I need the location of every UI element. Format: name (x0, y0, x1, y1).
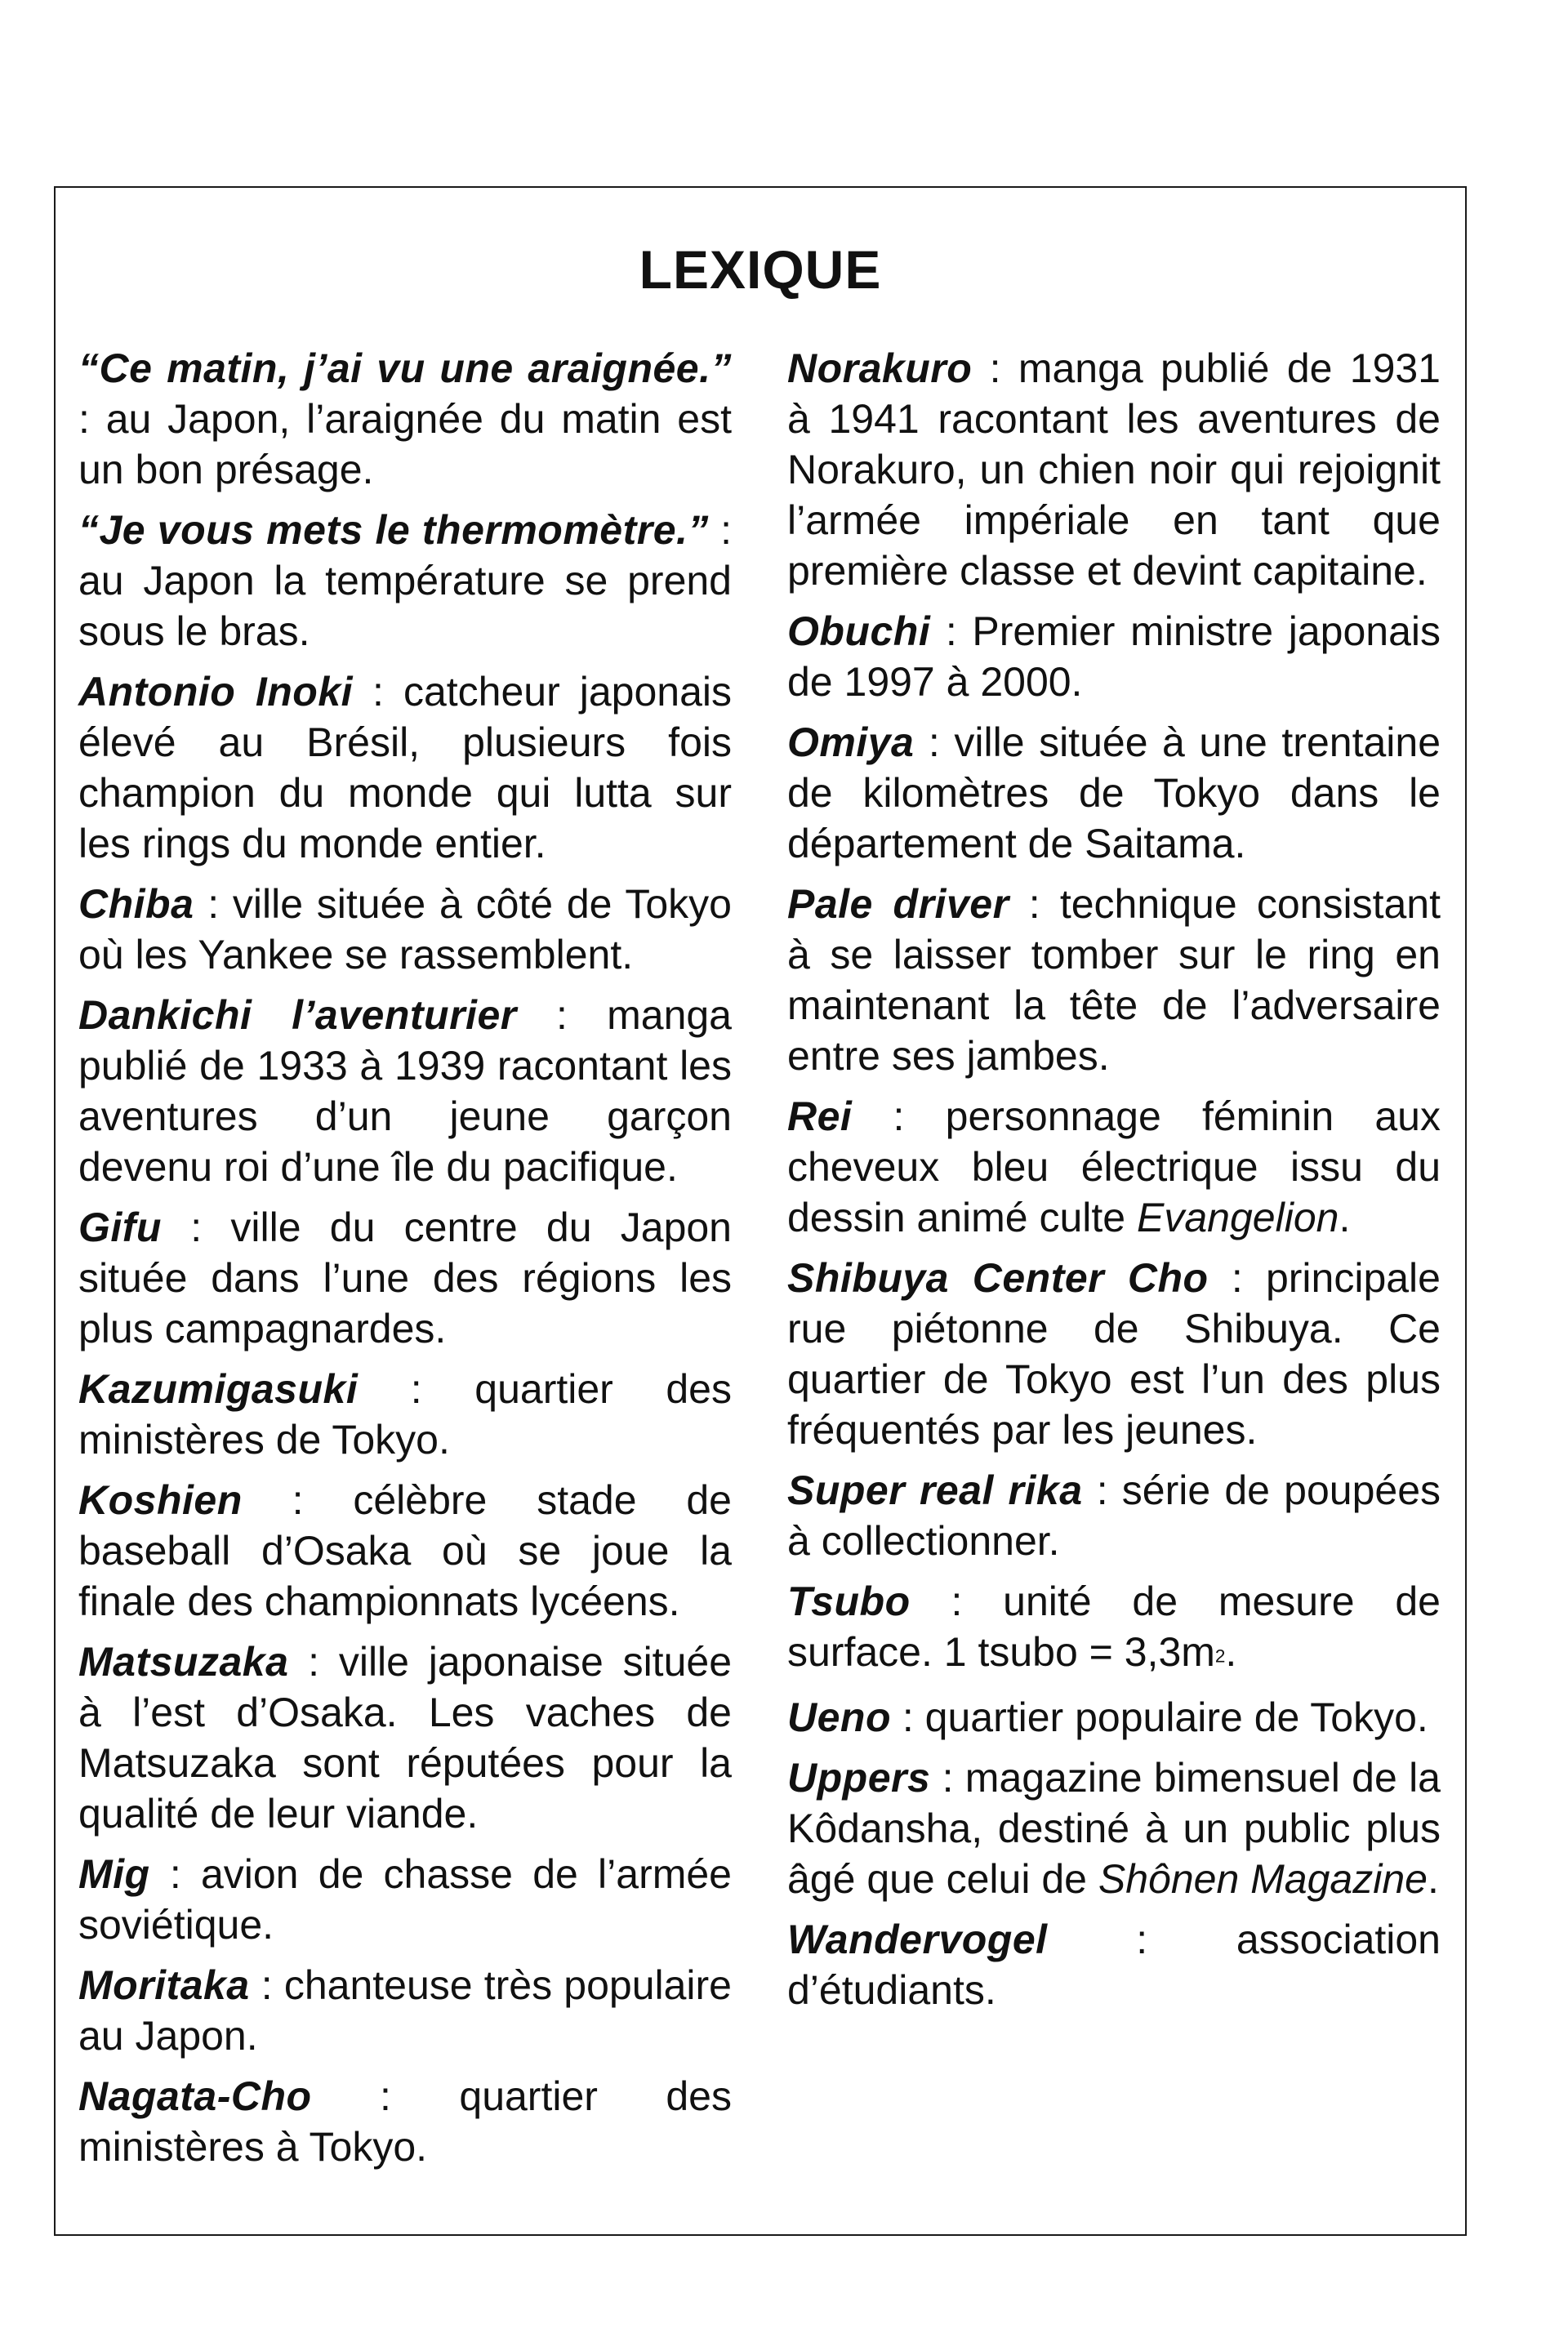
superscript-exponent: 2 (1214, 1645, 1226, 1667)
entry-definition: : personnage féminin aux cheveux bleu électrique issu du dessin animé culte (787, 1093, 1441, 1240)
entry-term: Matsuzaka (78, 1639, 289, 1685)
lexicon-entry (787, 1091, 1441, 1243)
lexicon-entry (787, 1752, 1441, 1904)
lexicon-entry (787, 1692, 1441, 1743)
entry-definition: : avion de chasse de l’armée soviétique. (78, 1851, 732, 1948)
entry-term: Antonio Inoki (78, 669, 354, 715)
entry-definition: : ville japonaise située à l’est d’Osaka. Les vaches de Matsuzaka sont réputées pour la qualité de leur viande. (78, 1639, 732, 1837)
entry-term: Koshien (78, 1477, 243, 1523)
entry-definition: : Premier ministre japonais de 1997 à 2000. (787, 608, 1441, 705)
lexicon-entry (78, 1960, 732, 2061)
entry-definition-end: . (1225, 1629, 1237, 1675)
lexicon-entry (787, 717, 1441, 869)
left-column (78, 343, 732, 2182)
entry-definition-end: . (1427, 1855, 1439, 1902)
entry-term: Kazumigasuki (78, 1366, 359, 1412)
entry-term: Tsubo (787, 1578, 911, 1624)
entry-definition: : série de poupées à collectionner. (787, 1467, 1441, 1564)
lexicon-entry (78, 505, 732, 657)
entry-definition: : ville du centre du Japon située dans l’une des régions les plus campagnardes. (78, 1204, 732, 1351)
entry-term: Moritaka (78, 1962, 250, 2008)
entry-definition: : quartier populaire de Tokyo. (891, 1694, 1428, 1740)
lexicon-entry (78, 990, 732, 1192)
lexicon-entry (78, 1202, 732, 1354)
right-column (787, 343, 1441, 2025)
entry-definition: : manga publié de 1933 à 1939 racontant les aventures d’un jeune garçon devenu roi d’une île du pacifique. (78, 992, 732, 1190)
entry-term: Nagata-Cho (78, 2073, 312, 2119)
entry-definition: : association d’étudiants. (787, 1916, 1441, 2013)
entry-definition: : quartier des ministères de Tokyo. (78, 1366, 732, 1463)
lexicon-entry (78, 2071, 732, 2172)
entry-title-italic: Evangelion (1137, 1195, 1339, 1240)
entry-term: Rei (787, 1093, 853, 1139)
entry-definition: : technique consistant à se laisser tomber sur le ring en maintenant la tête de l’adversaire entre ses jambes. (787, 881, 1441, 1079)
lexicon-entry (78, 1849, 732, 1950)
lexicon-entry (78, 1636, 732, 1839)
entry-term: Obuchi (787, 608, 931, 654)
entry-definition: : ville située à côté de Tokyo où les Yankee se rassemblent. (78, 881, 732, 977)
entry-definition: : ville située à une trentaine de kilomètres de Tokyo dans le département de Saitama. (787, 719, 1441, 866)
lexicon-entry (787, 606, 1441, 707)
entry-term: Pale driver (787, 881, 1009, 927)
entry-definition: : catcheur japonais élevé au Brésil, plusieurs fois champion du monde qui lutta sur les rings du monde entier. (78, 669, 732, 866)
entry-title-italic: Shônen Magazine (1098, 1855, 1428, 1902)
entry-term: Uppers (787, 1754, 931, 1801)
entry-definition: : unité de mesure de surface. 1 tsubo = 3,3m (787, 1578, 1441, 1675)
entry-definition-end: . (1339, 1195, 1351, 1240)
lexicon-entry (787, 343, 1441, 596)
entry-term: Dankichi l’aventurier (78, 992, 517, 1038)
lexicon-entry (787, 1253, 1441, 1455)
entry-term: Omiya (787, 719, 915, 765)
lexicon-entry (787, 879, 1441, 1081)
entry-definition: : quartier des ministères à Tokyo. (78, 2073, 732, 2170)
entry-term: “Je vous mets le thermomètre.” (78, 507, 709, 553)
entry-definition: : principale rue piétonne de Shibuya. Ce quartier de Tokyo est l’un des plus fréquentés par les jeunes. (787, 1255, 1441, 1453)
entry-term: Ueno (787, 1694, 891, 1740)
entry-term: Mig (78, 1851, 150, 1897)
entry-definition: : célèbre stade de baseball d’Osaka où se joue la finale des championnats lycéens. (78, 1477, 732, 1624)
entry-definition: : au Japon la température se prend sous le bras. (78, 507, 732, 654)
entry-term: “Ce matin, j’ai vu une araignée.” (78, 345, 732, 391)
entry-term: Super real rika (787, 1467, 1083, 1513)
entry-definition: : au Japon, l’araignée du matin est un bon présage. (78, 396, 732, 492)
entry-term: Shibuya Center Cho (787, 1255, 1209, 1301)
lexicon-entry (78, 1364, 732, 1465)
entry-term: Wandervogel (787, 1916, 1048, 1962)
lexicon-entry (78, 1475, 732, 1627)
lexicon-entry (787, 1914, 1441, 2015)
lexicon-box (54, 186, 1467, 2236)
lexicon-entry (78, 879, 732, 980)
lexicon-entry (78, 666, 732, 869)
lexicon-entry (78, 343, 732, 495)
lexicon-entry (787, 1465, 1441, 1566)
lexicon-entry (787, 1576, 1441, 1682)
entry-definition: : chanteuse très populaire au Japon. (78, 1962, 732, 2059)
entry-term: Norakuro (787, 345, 973, 391)
entry-definition: : magazine bimensuel de la Kôdansha, destiné à un public plus âgé que celui de (787, 1754, 1441, 1902)
entry-term: Gifu (78, 1204, 162, 1250)
entry-definition: : manga publié de 1931 à 1941 racontant les aventures de Norakuro, un chien noir qui rejoignit l’armée impériale en tant que première classe et devint capitaine. (787, 345, 1441, 594)
entry-term: Chiba (78, 881, 194, 927)
page-title: LEXIQUE (639, 239, 882, 300)
